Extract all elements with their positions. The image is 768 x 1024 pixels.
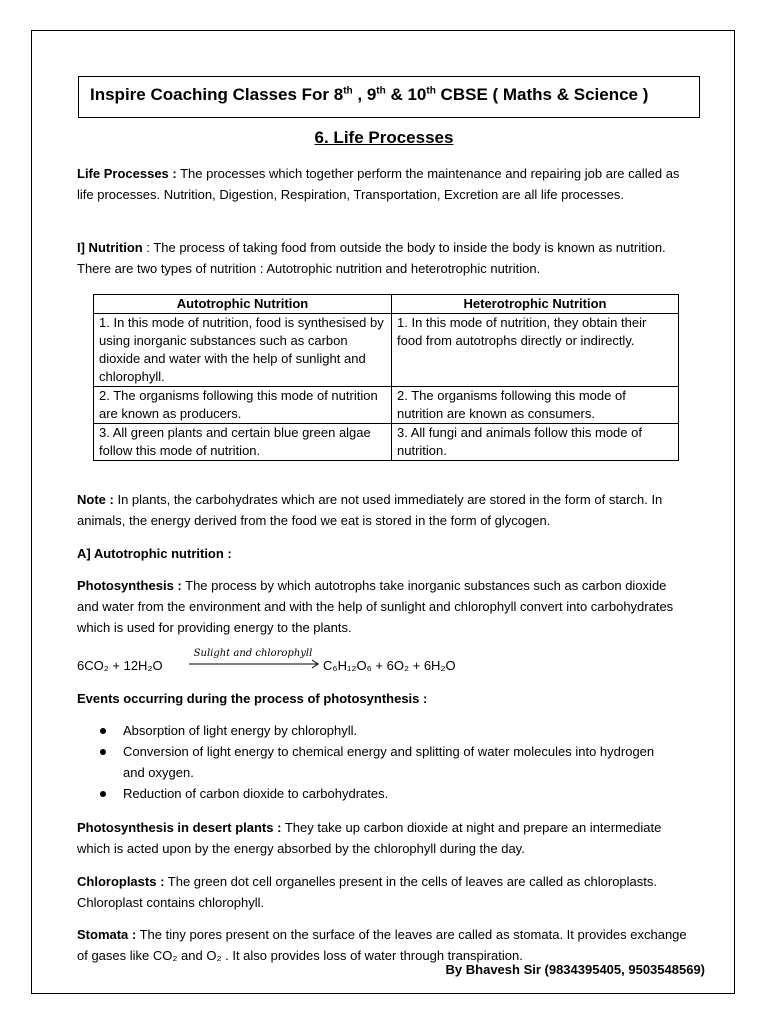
table-cell: 3. All green plants and certain blue green algae follow this mode of nutrition. bbox=[94, 424, 392, 461]
life-processes-label: Life Processes : bbox=[77, 166, 177, 181]
photosynthesis-label: Photosynthesis : bbox=[77, 578, 182, 593]
table-cell: 2. The organisms following this mode of nutrition are known as consumers. bbox=[392, 387, 679, 424]
events-heading: Events occurring during the process of photosynthesis : bbox=[77, 691, 428, 706]
author-footer: By Bhavesh Sir (9834395405, 9503548569) bbox=[445, 962, 705, 977]
list-item: Absorption of light energy by chlorophyll. bbox=[100, 720, 660, 741]
bullet-icon bbox=[100, 791, 106, 797]
table-cell: 1. In this mode of nutrition, food is synthesised by using inorganic substances such as carbon dioxide and water with the help of sunlight and chlorophyll. bbox=[94, 314, 392, 387]
stomata-label: Stomata : bbox=[77, 927, 137, 942]
table-row bbox=[94, 387, 679, 424]
equation-condition: Sulight and chlorophyll bbox=[193, 648, 313, 659]
nutrition-paragraph: I] Nutrition : The process of taking food from outside the body to inside the body is known as nutrition. There are two types of nutrition : Autotrophic nutrition and heterotrophic nutrition. bbox=[77, 240, 666, 276]
chapter-title: 6. Life Processes bbox=[314, 128, 454, 147]
desert-plants-label: Photosynthesis in desert plants : bbox=[77, 820, 282, 835]
table-row bbox=[94, 424, 679, 461]
nutrition-label: I] Nutrition bbox=[77, 240, 143, 255]
desert-plants-paragraph: Photosynthesis in desert plants : They take up carbon dioxide at night and prepare an intermediate which is acted upon by the energy absorbed by the chlorophyll during the day. bbox=[77, 820, 662, 856]
list-item: Conversion of light energy to chemical energy and splitting of water molecules into hydrogen and oxygen. bbox=[100, 741, 660, 783]
header-title: Inspire Coaching Classes For 8th , 9th & 10th CBSE ( Maths & Science ) bbox=[90, 85, 649, 104]
nutrition-comparison-table bbox=[93, 294, 679, 461]
chloroplasts-label: Chloroplasts : bbox=[77, 874, 165, 889]
events-list bbox=[100, 720, 660, 804]
table-cell: 3. All fungi and animals follow this mode of nutrition. bbox=[392, 424, 679, 461]
table-header-heterotrophic: Heterotrophic Nutrition bbox=[392, 295, 679, 314]
table-cell: 2. The organisms following this mode of nutrition are known as producers. bbox=[94, 387, 392, 424]
table-header-autotrophic: Autotrophic Nutrition bbox=[94, 295, 392, 314]
equation-reactants: 6CO₂ + 12H₂O bbox=[77, 658, 163, 673]
chloroplasts-paragraph: Chloroplasts : The green dot cell organelles present in the cells of leaves are called as chloroplasts. Chloroplast contains chlorophyll. bbox=[77, 874, 658, 910]
table-cell: 1. In this mode of nutrition, they obtain their food from autotrophs directly or indirectly. bbox=[392, 314, 679, 387]
stomata-paragraph: Stomata : The tiny pores present on the surface of the leaves are called as stomata. It provides exchange of gases like CO₂ and O₂ . It also provides loss of water through transpiration. bbox=[77, 927, 687, 963]
list-item: Reduction of carbon dioxide to carbohydrates. bbox=[100, 783, 660, 804]
bullet-icon bbox=[100, 749, 106, 755]
bullet-icon bbox=[100, 728, 106, 734]
table-header-row bbox=[94, 295, 679, 314]
life-processes-paragraph: Life Processes : The processes which together perform the maintenance and repairing job are called as life processes. Nutrition, Digestion, Respiration, Transportation, Excretion are all life processes. bbox=[77, 166, 680, 202]
photosynthesis-equation bbox=[77, 648, 689, 678]
equation-products: C₆H₁₂O₆ + 6O₂ + 6H₂O bbox=[323, 658, 456, 673]
header-box bbox=[78, 76, 700, 118]
reaction-arrow-icon bbox=[189, 659, 321, 669]
photosynthesis-paragraph: Photosynthesis : The process by which autotrophs take inorganic substances such as carbon dioxide and water from the environment and with the help of sunlight and chlorophyll convert into carbohydrates which is used for providing energy to the plants. bbox=[77, 578, 674, 635]
note-label: Note : bbox=[77, 492, 114, 507]
table-row bbox=[94, 314, 679, 387]
autotrophic-heading: A] Autotrophic nutrition : bbox=[77, 546, 232, 561]
note-paragraph: Note : In plants, the carbohydrates which are not used immediately are stored in the form of starch. In animals, the energy derived from the food we eat is stored in the form of glycogen. bbox=[77, 492, 663, 528]
